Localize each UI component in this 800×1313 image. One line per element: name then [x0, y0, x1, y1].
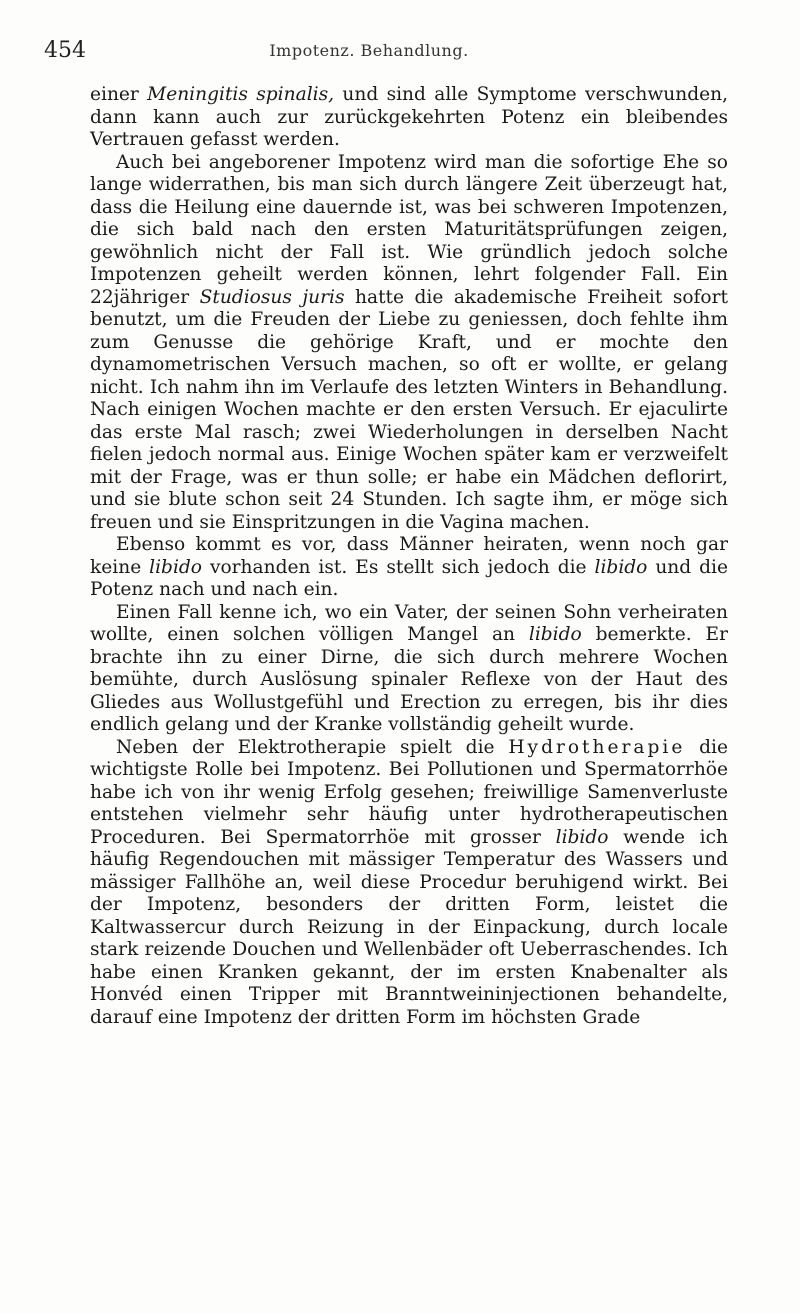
running-head: Impotenz. Behandlung.	[269, 41, 469, 60]
paragraph-2	[90, 152, 728, 535]
page-header	[44, 38, 694, 68]
text-run: wende ich häufig Regendouchen mit mässiger Temperatur des Wassers und mässiger Fallhöhe an, weil diese Procedur beruhigend wirkt. Bei der Impotenz, besonders der dritten Form, leistet die Kaltwassercur durch Reizung in der Einpackung, durch locale stark reizende Douchen und Wellenbäder oft Ueberraschendes. Ich habe einen Kranken gekannt, der im ersten Knabenalter als Honvéd einen Tripper mit Branntweininjectionen behandelte, darauf eine Impotenz der dritten Form im höchsten Grade	[90, 826, 728, 1028]
text-run: die wichtigste Rolle bei Impotenz. Bei Pollutionen und Spermatorrhöe habe ich von ihr wenig Erfolg gesehen; freiwillige Samenverluste entstehen vielmehr sehr häufig unter hydrotherapeutischen Proceduren. Bei Spermatorrhöe mit grosser	[90, 736, 729, 848]
text-run: vorhanden ist. Es stellt sich jedoch die	[202, 556, 595, 578]
body-text	[90, 84, 728, 1029]
italic-term: libido	[594, 556, 648, 578]
text-run: bemerkte. Er brachte ihn zu einer Dirne, die sich durch mehrere Wochen bemühte, durch Auslösung spinaler Reflexe von der Haut des Gliedes aus Wollustgefühl und Erection zu erregen, bis ihr dies endlich gelang und der Kranke vollständig geheilt wurde.	[90, 624, 728, 735]
italic-term: Studiosus juris	[199, 286, 345, 308]
italic-term: libido	[149, 556, 202, 578]
paragraph-3	[90, 534, 728, 602]
text-run: Ebenso kommt es vor, dass Männer heiraten, wenn noch gar keine	[90, 534, 728, 578]
text-run: hatte die akademische Freiheit sofort benutzt, um die Freuden der Liebe zu geniessen, doch fehlte ihm zum Genusse die gehörige Kraft, und er mochte den dynamometrischen Versuch machen, so oft er wollte, er gelang nicht. Ich nahm ihn im Verlaufe des letzten Winters in Behandlung. Nach einigen Wochen machte er den ersten Versuch. Er ejaculirte das erste Mal rasch; zwei Wiederholungen in derselben Nacht fielen jedoch normal aus. Einige Wochen später kam er verzweifelt mit der Frage, was er thun solle; er habe ein Mädchen deflorirt, und sie blute schon seit 24 Stunden. Ich sagte ihm, er möge sich freuen und sie Einspritzungen in die Vagina machen.	[90, 286, 728, 533]
text-run: Neben der Elektrotherapie spielt die	[116, 736, 509, 758]
text-run: einer	[90, 84, 148, 105]
paragraph-5	[90, 737, 728, 1030]
spaced-term: Hydrotherapie	[508, 736, 686, 758]
page-number: 454	[44, 38, 86, 63]
paragraph-4	[90, 602, 728, 737]
italic-term: libido	[528, 624, 582, 645]
italic-term: Meningitis spinalis,	[147, 84, 335, 105]
text-run: und sind alle Symptome verschwunden, dann kann auch zur zurückgekehrten Potenz ein bleibendes Vertrauen gefasst werden.	[90, 84, 728, 150]
italic-term: libido	[555, 826, 609, 848]
text-run: und die Potenz nach und nach ein.	[90, 556, 728, 600]
text-run: Auch bei angeborener Impotenz wird man die sofortige Ehe so lange widerrathen, bis man sich durch längere Zeit überzeugt hat, dass die Heilung eine dauernde ist, was bei schweren Impotenzen, die sich bald nach den ersten Maturitätsprüfungen zeigen, gewöhnlich nicht der Fall ist. Wie gründlich jedoch solche Impotenzen geheilt werden können, lehrt folgender Fall. Ein 22jähriger	[90, 151, 728, 308]
text-run: Einen Fall kenne ich, wo ein Vater, der seinen Sohn verheiraten wollte, einen solchen völligen Mangel an	[90, 601, 728, 645]
paragraph-1	[90, 84, 728, 152]
